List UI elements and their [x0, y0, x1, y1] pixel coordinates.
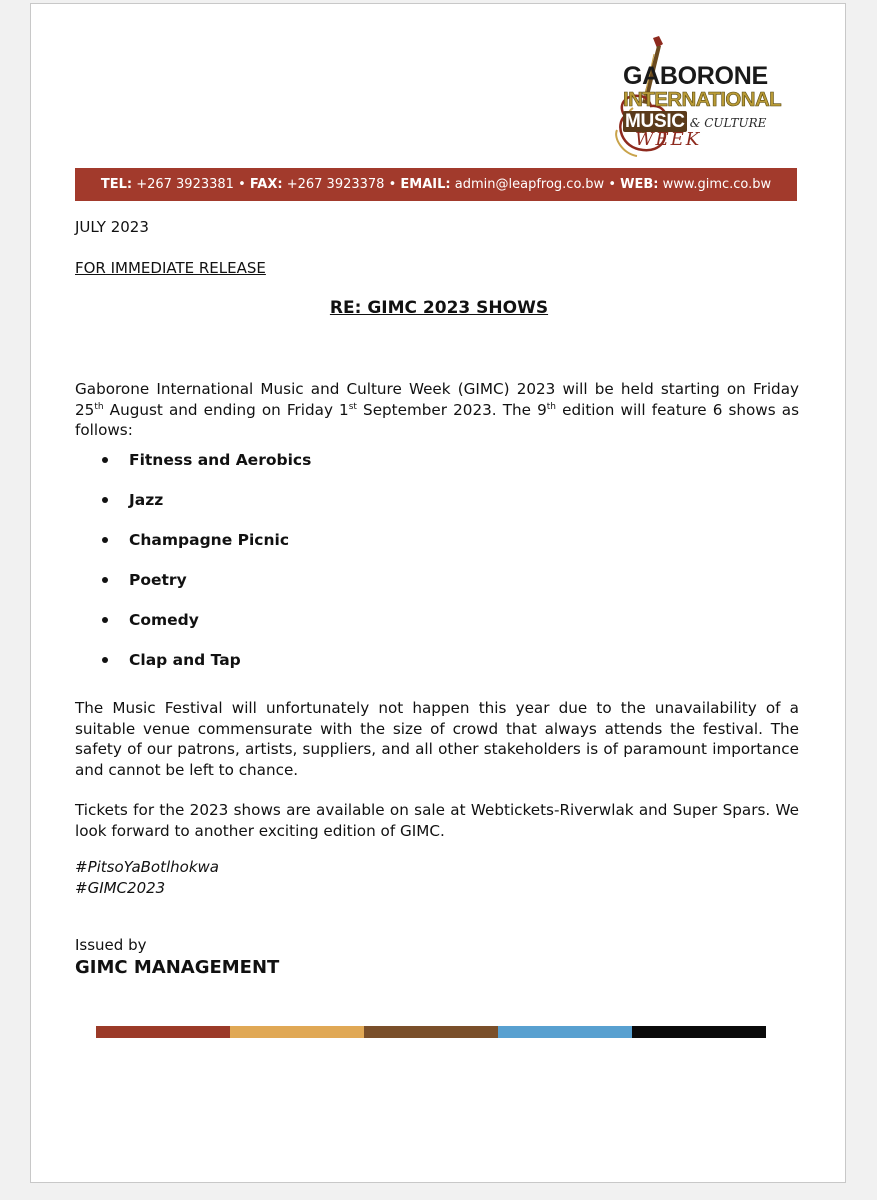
- logo-title: GABORONE: [623, 62, 768, 90]
- release-date: JULY 2023: [75, 218, 149, 236]
- gimc-logo: [587, 34, 803, 164]
- tickets-paragraph: Tickets for the 2023 shows are available on sale at Webtickets-Riverwlak and Super Spars. We look forward to another exciting edition of GIMC.: [75, 801, 799, 840]
- web-label: WEB:: [620, 177, 659, 192]
- fax-label: FAX:: [249, 177, 283, 192]
- shows-list: [75, 450, 311, 690]
- logo-subtitle: INTERNATIONAL: [623, 88, 782, 111]
- tel-value: +267 3923381: [136, 177, 234, 192]
- hashtag: #PitsoYaBotlhokwa: [75, 858, 219, 876]
- list-item: Poetry: [75, 570, 311, 610]
- document-page: [30, 3, 846, 1183]
- stripe-gold: [230, 1026, 364, 1038]
- bullet-icon: [102, 537, 108, 543]
- fax-value: +267 3923378: [286, 177, 385, 192]
- stripe-blue: [498, 1026, 632, 1038]
- separator: •: [608, 177, 617, 192]
- release-label: FOR IMMEDIATE RELEASE: [75, 259, 266, 277]
- hashtag: #GIMC2023: [75, 879, 166, 897]
- bullet-icon: [102, 497, 108, 503]
- intro-paragraph: Gaborone International Music and Culture Week (GIMC) 2023 will be held starting on Friday 25th August and ending on Friday 1st September 2023. The 9th edition will feature 6 shows as follows:: [75, 380, 799, 439]
- bullet-icon: [102, 617, 108, 623]
- tel-label: TEL:: [100, 177, 133, 192]
- bullet-icon: [102, 657, 108, 663]
- list-item: Champagne Picnic: [75, 530, 311, 570]
- email-label: EMAIL:: [400, 177, 451, 192]
- stripe-black: [632, 1026, 766, 1038]
- list-item: Clap and Tap: [75, 650, 311, 690]
- logo-music: MUSIC: [625, 110, 685, 132]
- color-stripe-bar: [96, 1026, 766, 1038]
- stripe-brown: [364, 1026, 498, 1038]
- logo-week: WEEK: [635, 128, 702, 150]
- page-title: RE: GIMC 2023 SHOWS: [329, 298, 549, 318]
- issuer-name: GIMC MANAGEMENT: [75, 957, 280, 978]
- list-item: Jazz: [75, 490, 311, 530]
- separator: •: [388, 177, 397, 192]
- bullet-icon: [102, 577, 108, 583]
- web-link[interactable]: www.gimc.co.bw: [662, 177, 772, 192]
- separator: •: [238, 177, 246, 192]
- issued-by-label: Issued by: [75, 936, 147, 954]
- festival-paragraph: The Music Festival will unfortunately not happen this year due to the unavailability of a suitable venue commensurate with the size of crowd that always attends the festival. The safety of our patrons, artists, suppliers, and all other stakeholders is of paramount importance and cannot be left to chance.: [75, 699, 799, 779]
- logo-culture: & CULTURE: [689, 115, 767, 130]
- stripe-rust: [96, 1026, 230, 1038]
- email-link[interactable]: admin@leapfrog.co.bw: [454, 177, 605, 192]
- bullet-icon: [102, 457, 108, 463]
- list-item: Fitness and Aerobics: [75, 450, 311, 490]
- list-item: Comedy: [75, 610, 311, 650]
- hashtags: [75, 857, 219, 899]
- contact-bar: [75, 168, 797, 201]
